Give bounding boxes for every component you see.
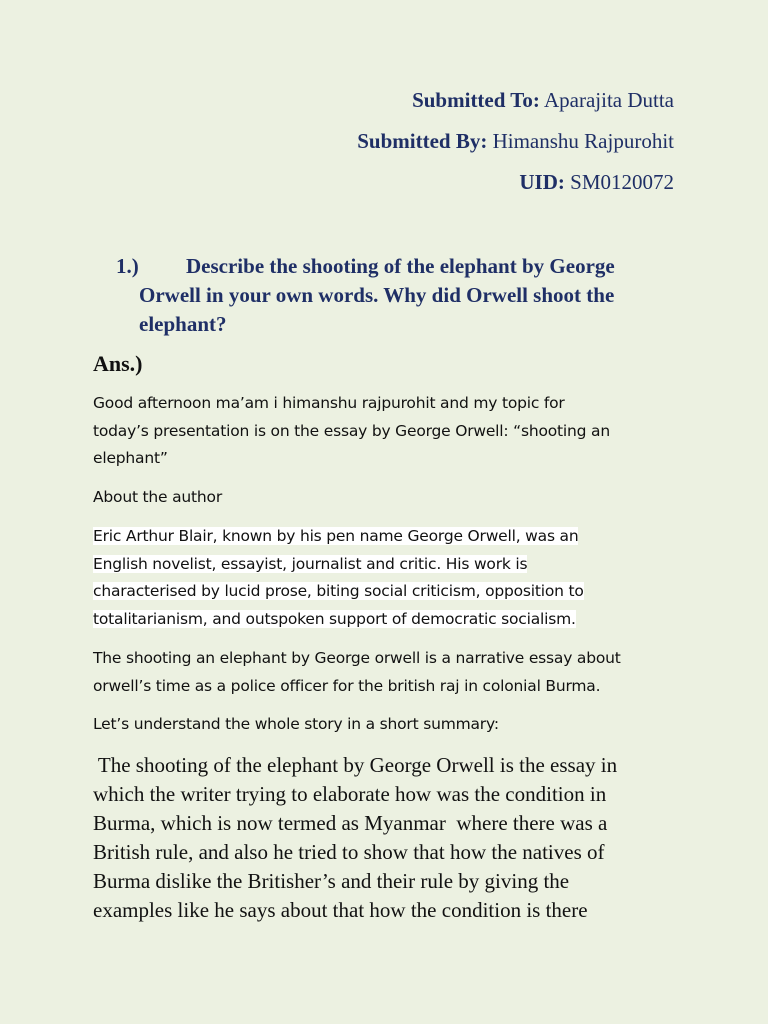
about-author-heading: About the author [93, 488, 222, 506]
submitted-by-label: Submitted By: [357, 129, 488, 153]
submitted-by-line [357, 127, 674, 168]
summary-line-2: which the writer trying to elaborate how was the condition in [93, 782, 607, 806]
essay-intro-paragraph [93, 645, 693, 700]
summary-line-1: The shooting of the elephant by George Orwell is the essay in [93, 753, 618, 777]
intro-line-1: Good afternoon ma’am i himanshu rajpurohit and my topic for [93, 394, 565, 412]
essay-intro-line-2: orwell’s time as a police officer for the british raj in colonial Burma. [93, 676, 601, 695]
question-number: 1.) [116, 254, 139, 278]
submitted-to-value: Aparajita Dutta [543, 88, 674, 112]
author-line-4: totalitarianism, and outspoken support of democratic socialism. [93, 609, 576, 628]
author-paragraph [93, 523, 693, 633]
question-heading [116, 252, 676, 339]
author-line-3: characterised by lucid prose, biting social criticism, opposition to [93, 582, 584, 600]
question-line-1: Describe the shooting of the elephant by George [186, 254, 615, 278]
question-line-3: elephant? [139, 312, 227, 336]
intro-paragraph [93, 390, 693, 473]
answer-label: Ans.) [93, 351, 143, 376]
summary-line-5: Burma dislike the Britisher’s and their rule by giving the [93, 869, 570, 893]
author-line-2: English novelist, essayist, journalist and critic. His work is [93, 554, 528, 573]
submitted-by-value: Himanshu Rajpurohit [492, 129, 674, 153]
summary-line-3: Burma, which is now termed as Myanmar where there was a [93, 811, 608, 835]
submitted-to-line [357, 86, 674, 127]
summary-paragraph [93, 751, 693, 925]
essay-intro-line-1: The shooting an elephant by George orwell is a narrative essay about [93, 649, 621, 667]
intro-line-3: elephant” [93, 449, 168, 467]
intro-line-2: today’s presentation is on the essay by George Orwell: “shooting an [93, 421, 610, 440]
summary-intro: Let’s understand the whole story in a short summary: [93, 715, 499, 733]
question-line-2: Orwell in your own words. Why did Orwell shoot the [139, 283, 615, 307]
submitted-to-label: Submitted To: [412, 88, 540, 112]
uid-line [357, 168, 674, 209]
summary-line-6: examples like he says about that how the condition is there [93, 898, 588, 922]
uid-value: SM0120072 [570, 170, 674, 194]
submission-info [357, 86, 674, 209]
summary-line-4: British rule, and also he tried to show that how the natives of [93, 840, 605, 864]
uid-label: UID: [519, 170, 565, 194]
author-line-1: Eric Arthur Blair, known by his pen name George Orwell, was an [93, 527, 579, 545]
